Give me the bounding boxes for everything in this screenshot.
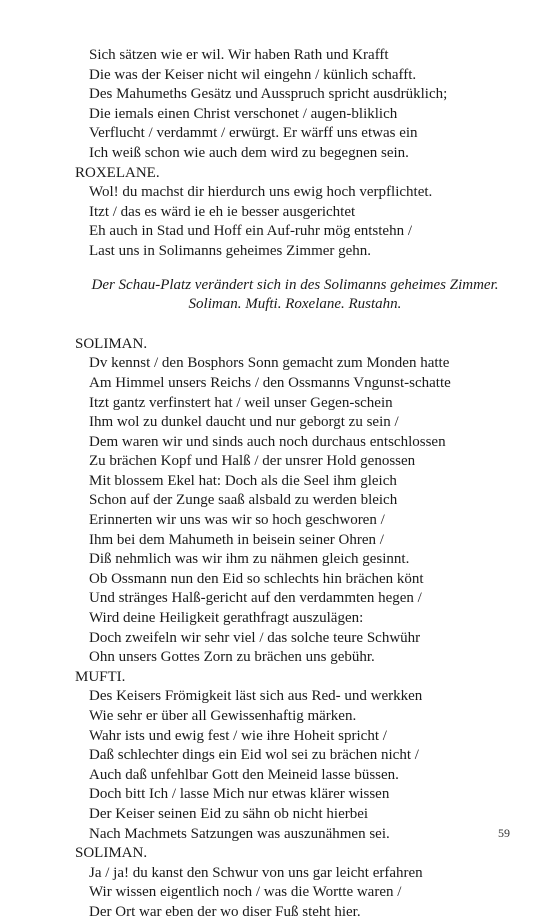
verse-line: Am Himmel unsers Reichs / den Ossmanns Vngunst-schatte: [89, 374, 451, 391]
verse-line: Schon auf der Zunge saaß alsbald zu werden bleich: [89, 492, 398, 509]
speaker-name: ROXELANE.: [75, 164, 160, 181]
verse-line: Des Mahumeths Gesätz und Ausspruch spricht ausdrüklich;: [89, 86, 448, 103]
verse-line: Die iemals einen Christ verschonet / augen-bliklich: [89, 105, 398, 122]
soliman-speech-2: [75, 844, 515, 922]
verse-line: Zu brächen Kopf und Halß / der unsrer Hold genossen: [89, 453, 416, 470]
verse-line: Ja / ja! du kanst den Schwur von uns gar leicht erfahren: [89, 864, 423, 881]
verse-line: Der Keiser seinen Eid zu sähn ob nicht hierbei: [89, 805, 369, 822]
verse-line: Diß nehmlich was wir ihm zu nähmen gleich gesinnt.: [89, 551, 410, 568]
roxelane-speech: [75, 164, 515, 262]
verse-line: Der Ort war eben der wo diser Fuß steht hier.: [89, 903, 361, 920]
verse-line: Auch daß unfehlbar Gott den Meineid lasse büssen.: [89, 766, 399, 783]
verse-line: Und stränges Halß-gericht auf den verdammten hegen /: [89, 590, 422, 607]
spacer: [75, 262, 515, 276]
speaker-name: SOLIMAN.: [75, 335, 148, 352]
verse-line: Verflucht / verdammt / erwürgt. Er wärff uns etwas ein: [89, 125, 418, 142]
verse-line: Ihm wol zu dunkel daucht und nur geborgt zu sein /: [89, 414, 399, 431]
verse-line: Doch bitt Ich / lasse Mich nur etwas klärer wissen: [89, 786, 390, 803]
verse-line: Dv kennst / den Bosphors Sonn gemacht zum Monden hatte: [89, 355, 450, 372]
verse-line: Ihm bei dem Mahumeth in beisein seiner Ohren /: [89, 531, 384, 548]
spacer: [75, 315, 515, 335]
speaker-name: MUFTI.: [75, 668, 126, 685]
verse-line: Nach Machmets Satzungen was auszunähmen sei.: [89, 825, 390, 842]
verse-line: Daß schlechter dings ein Eid wol sei zu brächen nicht /: [89, 747, 419, 764]
verse-line: Ich weiß schon wie auch dem wird zu begegnen sein.: [89, 144, 409, 161]
speaker-name: SOLIMAN.: [75, 845, 148, 862]
verse-line: Itzt / das es wärd ie eh ie besser ausgerichtet: [89, 203, 356, 220]
verse-line: Des Keisers Frömigkeit läst sich aus Red- und werkken: [89, 688, 423, 705]
stage-direction-line: Der Schau-Platz verändert sich in des Solimanns geheimes Zimmer.: [91, 276, 499, 293]
verse-line: Wie sehr er über all Gewissenhaftig märken.: [89, 708, 357, 724]
verse-line: Doch zweifeln wir sehr viel / das solche teure Schwühr: [89, 629, 421, 646]
verse-line: Wahr ists und ewig fest / wie ihre Hoheit spricht /: [89, 727, 387, 744]
drama-text: [75, 46, 515, 923]
verse-line: Eh auch in Stad und Hoff ein Auf-ruhr mög entstehn /: [89, 223, 412, 240]
verse-line: Erinnerten wir uns was wir so hoch geschworen /: [89, 512, 385, 529]
page-number: 59: [498, 826, 510, 840]
verse-line: Dem waren wir und sinds auch noch durchaus entschlossen: [89, 433, 446, 450]
verse-line: Wir wissen eigentlich noch / was die Wortte waren /: [89, 884, 402, 901]
verse-line: Mit blossem Ekel hat: Doch als die Seel ihm gleich: [89, 472, 397, 489]
verse-line: Wird deine Heiligkeit gerathfragt auszulägen:: [89, 610, 364, 627]
verse-line: Ohn unsers Gottes Zorn zu brächen uns gebühr.: [89, 649, 375, 666]
verse-line: Last uns in Solimanns geheimes Zimmer gehn.: [89, 242, 372, 259]
verse-line: Itzt gantz verfinstert hat / weil unser Gegen-schein: [89, 394, 393, 411]
soliman-speech: [75, 335, 515, 668]
verse-line: Ob Ossmann nun den Eid so schlechts hin brächen könt: [89, 570, 424, 587]
mufti-speech: [75, 668, 515, 844]
verse-line: Die was der Keiser nicht wil eingehn / künlich schafft.: [89, 66, 417, 83]
stage-direction: [75, 276, 515, 315]
continuation-verse: [75, 46, 515, 164]
verse-line: Wol! du machst dir hierdurch uns ewig hoch verpflichtet.: [89, 184, 433, 201]
stage-direction-line: Soliman. Mufti. Roxelane. Rustahn.: [188, 296, 402, 313]
verse-line: Sich sätzen wie er wil. Wir haben Rath und Krafft: [89, 47, 389, 63]
